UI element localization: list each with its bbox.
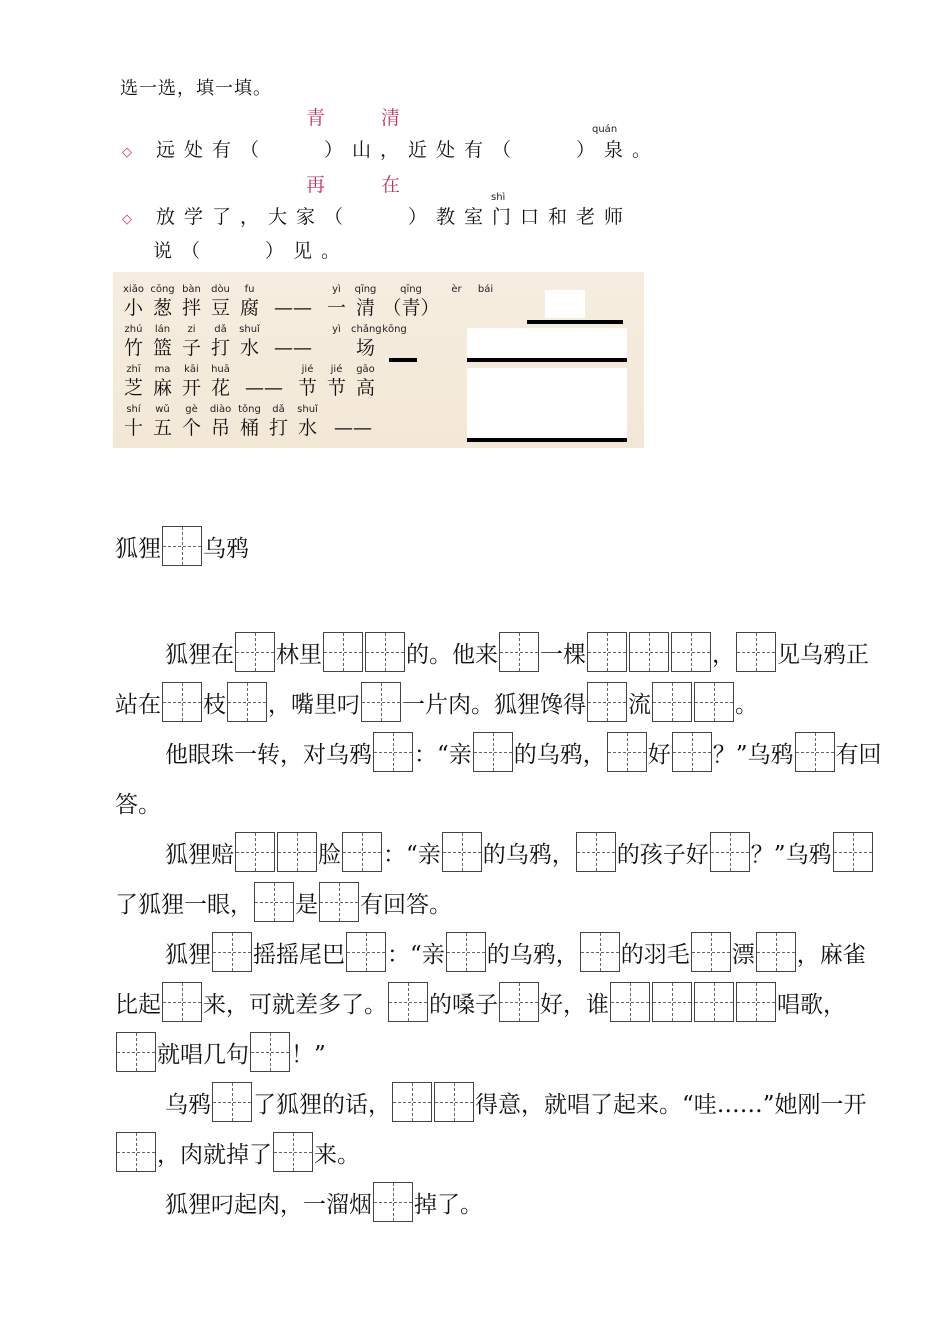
- story-text: ：“亲: [387, 942, 445, 968]
- story-text: 狐狸叼起肉，一溜烟: [165, 1192, 372, 1218]
- sentence-1-text: 远处有（ ）山，近处有（ ）泉。: [156, 139, 661, 161]
- idiom-char: [380, 284, 442, 320]
- story-text: 一开: [820, 1092, 867, 1118]
- blank-box[interactable]: [323, 632, 363, 672]
- blank-box[interactable]: [694, 982, 734, 1022]
- story-text: 的。他来: [406, 642, 498, 668]
- story-text: ？”乌: [750, 842, 809, 868]
- story-text: 见乌鸦: [777, 642, 846, 668]
- story-text: ，嘴里叼: [268, 692, 360, 718]
- story-text: 雀比起: [115, 942, 866, 1018]
- story-text: 漂: [731, 942, 755, 968]
- idiom-hanzi: [322, 336, 351, 360]
- idiom-char: [235, 404, 264, 440]
- option-qing2: 清: [381, 107, 401, 129]
- story-text: 狐狸赔: [165, 842, 234, 868]
- story-text: 鸦: [808, 842, 832, 868]
- story-text: ：“亲: [414, 742, 472, 768]
- story-title: [115, 526, 249, 566]
- idiom-char: [351, 284, 380, 320]
- blank-box[interactable]: [162, 982, 202, 1022]
- idiom-char: [119, 324, 148, 360]
- idiom-pinyin: wǔ: [155, 404, 170, 415]
- idiom-hanzi: 打: [210, 337, 230, 359]
- dash-separator: ——: [245, 377, 283, 399]
- sentence-1: [122, 135, 660, 162]
- idiom-hanzi: （青）: [382, 297, 440, 319]
- idiom-hanzi: 一: [326, 297, 346, 319]
- story-text: ：“亲: [383, 842, 441, 868]
- idiom-pinyin: xiǎo: [123, 284, 144, 295]
- idiom-pinyin: jié: [301, 364, 314, 375]
- idiom-hanzi: 场: [355, 337, 375, 359]
- idiom-char: [442, 284, 471, 320]
- idiom-hanzi: 高: [355, 377, 375, 399]
- story-text: 有回答。: [115, 742, 882, 818]
- idiom-row: [119, 364, 380, 400]
- idiom-hanzi: 腐: [239, 297, 259, 319]
- blank-box[interactable]: [373, 1182, 413, 1222]
- idiom-char: [322, 284, 351, 320]
- idiom-char: [322, 364, 351, 400]
- blank-box[interactable]: [629, 632, 669, 672]
- idiom-pinyin: fu: [244, 284, 255, 295]
- idiom-char: [206, 324, 235, 360]
- blank-box[interactable]: [672, 732, 712, 772]
- dash-separator: ——: [274, 337, 312, 359]
- idiom-char: [119, 364, 148, 400]
- story-text: 好: [647, 742, 671, 768]
- idiom-pinyin: jié: [330, 364, 343, 375]
- story-text: 了狐狸一眼，: [115, 892, 253, 918]
- blank-box[interactable]: [652, 682, 692, 722]
- idiom-hanzi: 拌: [181, 297, 201, 319]
- blank-box[interactable]: [212, 932, 252, 972]
- blank-box[interactable]: [580, 932, 620, 972]
- idiom-hanzi: 打: [268, 417, 288, 439]
- story-text: 狐狸: [165, 942, 211, 968]
- story-text: 脸: [318, 842, 341, 868]
- blank-box[interactable]: [576, 832, 616, 872]
- idiom-pinyin: shuǐ: [297, 404, 318, 415]
- blank-box[interactable]: [795, 732, 835, 772]
- idiom-hanzi: 花: [210, 377, 230, 399]
- idiom-char: [235, 324, 264, 360]
- blank-box[interactable]: [736, 632, 776, 672]
- pinyin-quan: quán: [592, 124, 618, 135]
- blank-box[interactable]: [361, 682, 401, 722]
- blank-box[interactable]: [691, 932, 731, 972]
- story-text: 一棵: [540, 642, 586, 668]
- idiom-pinyin: shí: [126, 404, 141, 415]
- story-text: 来，可就差多了。: [203, 992, 387, 1018]
- idiom-char: [177, 364, 206, 400]
- blank-box[interactable]: [610, 982, 650, 1022]
- story-text: 狐狸在: [165, 642, 234, 668]
- idiom-char: [148, 324, 177, 360]
- idiom-char: [264, 404, 293, 440]
- blank-box[interactable]: [162, 526, 202, 566]
- idiom-hanzi: 节: [297, 377, 317, 399]
- story-text: 正站在: [115, 642, 869, 718]
- story-text: 得意，就唱了起来。“哇……”她刚: [475, 1092, 821, 1118]
- answer-line[interactable]: [389, 358, 417, 362]
- idiom-pinyin: yì: [332, 284, 341, 295]
- idiom-char: [351, 324, 380, 360]
- story-text: 的孩子好: [616, 842, 709, 868]
- idiom-char: [119, 404, 148, 440]
- idiom-hanzi: 吊: [210, 417, 230, 439]
- story-text: 枝: [203, 692, 226, 718]
- idiom-hanzi: 节: [326, 377, 346, 399]
- blank-box[interactable]: [116, 1032, 156, 1072]
- idiom-pinyin: bái: [477, 284, 494, 295]
- blank-box[interactable]: [342, 832, 382, 872]
- blank-box[interactable]: [499, 632, 539, 672]
- blank-box[interactable]: [756, 932, 796, 972]
- blank-box[interactable]: [710, 832, 750, 872]
- idiom-pinyin: zhī: [126, 364, 141, 375]
- blank-area: [545, 290, 585, 318]
- idiom-pinyin: zi: [187, 324, 196, 335]
- idiom-pinyin: yì: [332, 324, 341, 335]
- story-text: 的羽毛: [620, 942, 690, 968]
- idiom-char: [206, 364, 235, 400]
- story-text: 他眼珠一转，对乌鸦: [165, 742, 372, 768]
- idiom-pinyin: tǒng: [238, 404, 261, 415]
- sentence-2: [122, 202, 632, 229]
- story-text: 。: [735, 692, 758, 718]
- story-title-b: 乌鸦: [203, 536, 249, 562]
- idiom-char: [206, 284, 235, 320]
- idiom-char: [148, 364, 177, 400]
- story-text: 好，谁: [540, 992, 609, 1018]
- idiom-char: [148, 284, 177, 320]
- idiom-hanzi: 开: [181, 377, 201, 399]
- idiom-row: [119, 284, 500, 320]
- diamond-bullet-icon: ◇: [122, 145, 141, 160]
- blank-box[interactable]: [250, 1032, 290, 1072]
- blank-box[interactable]: [434, 1082, 474, 1122]
- idiom-pinyin: chǎng: [351, 324, 382, 335]
- blank-box[interactable]: [254, 882, 294, 922]
- blank-box[interactable]: [273, 1132, 313, 1172]
- idiom-pinyin: shuǐ: [239, 324, 260, 335]
- story-paragraph: [115, 1080, 885, 1180]
- blank-box[interactable]: [319, 882, 359, 922]
- idiom-char: [177, 404, 206, 440]
- story-text: ，麻: [796, 942, 843, 968]
- story-text: 掉了。: [414, 1192, 483, 1218]
- blank-box[interactable]: [116, 1132, 156, 1172]
- story-text: ，: [712, 642, 735, 668]
- idiom-char: [206, 404, 235, 440]
- idiom-row: [119, 324, 409, 360]
- blank-box[interactable]: [607, 732, 647, 772]
- idiom-char: [380, 324, 409, 360]
- option-qing1: 青: [306, 107, 326, 129]
- story-text: 了狐狸的话，: [253, 1092, 391, 1118]
- story-text: 的乌鸦，: [486, 942, 579, 968]
- blank-box[interactable]: [833, 832, 873, 872]
- blank-box[interactable]: [652, 982, 692, 1022]
- idiom-pinyin: kāi: [184, 364, 199, 375]
- dash-separator: ——: [334, 417, 372, 439]
- blank-box[interactable]: [227, 682, 267, 722]
- idiom-char: [148, 404, 177, 440]
- story-text: 就唱几句: [157, 1042, 249, 1068]
- idiom-hanzi: 五: [152, 417, 172, 439]
- story-text: ？”乌鸦: [712, 742, 794, 768]
- story-text: 是: [295, 892, 318, 918]
- story-text: 乌鸦: [165, 1092, 211, 1118]
- story-text: 来。: [314, 1142, 360, 1168]
- idiom-hanzi: 水: [239, 337, 259, 359]
- idiom-hanzi: 篮: [152, 337, 172, 359]
- idiom-char: [471, 284, 500, 320]
- story-text: 摇摇尾巴: [253, 942, 345, 968]
- option-zai1: 再: [306, 174, 326, 196]
- idiom-hanzi: 桶: [239, 417, 259, 439]
- idiom-hanzi: 清: [355, 297, 375, 319]
- idiom-pinyin: diào: [209, 404, 232, 415]
- story-text: 的嗓子: [429, 992, 498, 1018]
- idiom-char: [177, 324, 206, 360]
- idiom-pinyin: gè: [185, 404, 198, 415]
- story-paragraph: [115, 830, 885, 930]
- idiom-panel: [113, 272, 644, 448]
- blank-box[interactable]: [346, 932, 386, 972]
- dash-separator: ——: [274, 297, 312, 319]
- story-paragraph: [115, 930, 885, 1080]
- idiom-pinyin: èr: [451, 284, 462, 295]
- idiom-hanzi: [442, 296, 471, 320]
- answer-line[interactable]: [467, 358, 627, 362]
- story-paragraph: [115, 730, 885, 830]
- sentence-2-text: 放学了，大家（ ）教室门口和老师: [156, 206, 633, 228]
- sentence-3: 说（ ）见。: [153, 240, 350, 262]
- idiom-char: [177, 284, 206, 320]
- blank-box[interactable]: [277, 832, 317, 872]
- blank-box[interactable]: [373, 732, 413, 772]
- idiom-char: [351, 364, 380, 400]
- blank-box[interactable]: [388, 982, 428, 1022]
- blank-area: [467, 328, 627, 358]
- idiom-char: [119, 284, 148, 320]
- idiom-row: [119, 404, 384, 440]
- idiom-pinyin: qīng: [354, 284, 377, 295]
- idiom-hanzi: [471, 296, 500, 320]
- idiom-hanzi: 芝: [123, 377, 143, 399]
- answer-line[interactable]: [467, 438, 627, 442]
- idiom-pinyin: qīng: [400, 284, 422, 295]
- exercise-title: 选一选，填一填。: [120, 78, 272, 99]
- idiom-hanzi: [380, 336, 409, 360]
- idiom-hanzi: 麻: [152, 377, 172, 399]
- idiom-pinyin: huā: [211, 364, 230, 375]
- idiom-hanzi: 子: [181, 337, 201, 359]
- story-paragraph: [115, 1180, 885, 1230]
- blank-box[interactable]: [499, 982, 539, 1022]
- blank-box[interactable]: [446, 932, 486, 972]
- idiom-pinyin: dǎ: [272, 404, 285, 415]
- option-zai2: 在: [381, 174, 401, 196]
- idiom-pinyin: dǎ: [214, 324, 227, 335]
- idiom-hanzi: 水: [297, 417, 317, 439]
- idiom-pinyin: gāo: [356, 364, 375, 375]
- blank-box[interactable]: [235, 832, 275, 872]
- blank-box[interactable]: [162, 682, 202, 722]
- idiom-hanzi: 豆: [210, 297, 230, 319]
- idiom-pinyin: ma: [154, 364, 171, 375]
- story-text: ！”: [291, 1042, 326, 1068]
- story-text: 流: [628, 692, 651, 718]
- diamond-bullet-icon: ◇: [122, 212, 141, 227]
- idiom-pinyin: kōng: [382, 324, 407, 335]
- blank-area: [467, 368, 627, 438]
- story-text: 的乌鸦，: [513, 742, 606, 768]
- story-text: 的乌鸦，: [482, 842, 575, 868]
- story-paragraph: [115, 630, 885, 730]
- story-text: 林里: [276, 642, 322, 668]
- idiom-hanzi: 葱: [152, 297, 172, 319]
- idiom-pinyin: bàn: [182, 284, 201, 295]
- idiom-pinyin: zhú: [124, 324, 143, 335]
- story-text: 有回答。: [360, 892, 452, 918]
- story-text: 一片肉。狐狸馋得: [402, 692, 586, 718]
- idiom-pinyin: lán: [154, 324, 171, 335]
- pinyin-shi: shì: [491, 192, 506, 203]
- idiom-char: [293, 364, 322, 400]
- blank-box[interactable]: [365, 632, 405, 672]
- blank-box[interactable]: [736, 982, 776, 1022]
- blank-box[interactable]: [442, 832, 482, 872]
- blank-box[interactable]: [671, 632, 711, 672]
- idiom-hanzi: 小: [123, 297, 143, 319]
- idiom-char: [322, 324, 351, 360]
- blank-box[interactable]: [587, 632, 627, 672]
- idiom-hanzi: 十: [123, 417, 143, 439]
- blank-box[interactable]: [694, 682, 734, 722]
- story-text: ，肉就掉了: [157, 1142, 272, 1168]
- idiom-char: [293, 404, 322, 440]
- blank-box[interactable]: [587, 682, 627, 722]
- answer-line[interactable]: [527, 320, 623, 324]
- idiom-hanzi: 竹: [123, 337, 143, 359]
- blank-box[interactable]: [212, 1082, 252, 1122]
- idiom-pinyin: dòu: [211, 284, 230, 295]
- blank-box[interactable]: [235, 632, 275, 672]
- story-text: 唱歌，: [777, 992, 846, 1018]
- idiom-pinyin: cōng: [150, 284, 175, 295]
- idiom-hanzi: 个: [181, 417, 201, 439]
- blank-box[interactable]: [473, 732, 513, 772]
- idiom-char: [235, 284, 264, 320]
- blank-box[interactable]: [392, 1082, 432, 1122]
- story-title-a: 狐狸: [115, 536, 161, 562]
